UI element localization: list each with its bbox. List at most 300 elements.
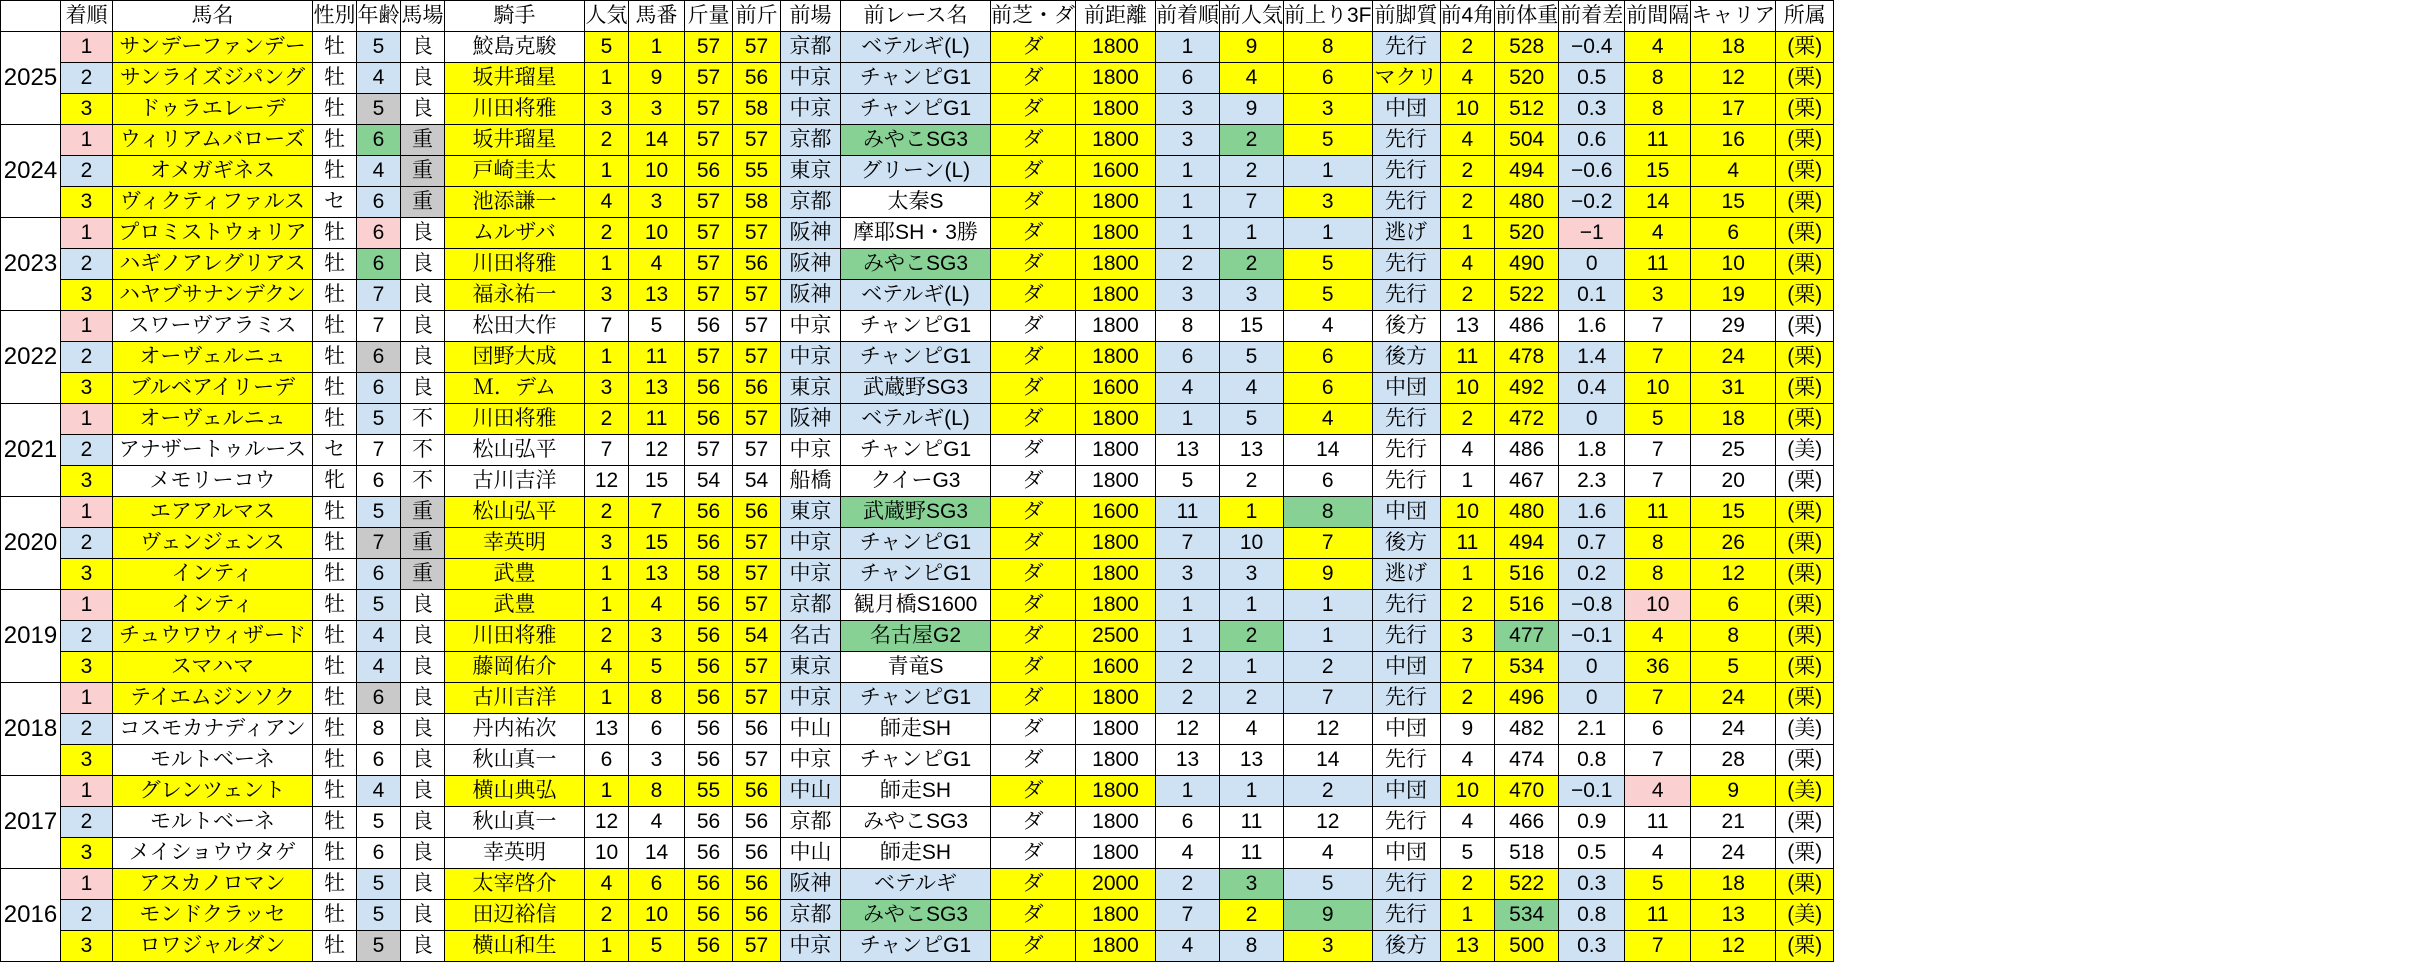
cell-前斤: 57 (733, 745, 781, 776)
cell-馬場: 良 (401, 683, 445, 714)
cell-前斤: 57 (733, 590, 781, 621)
cell-年齢: 4 (357, 621, 401, 652)
cell-前体重: 474 (1495, 745, 1559, 776)
cell-前レース名: ベテルギ(L) (841, 280, 991, 311)
cell-前人気: 4 (1220, 63, 1284, 94)
cell-着順: 3 (61, 187, 113, 218)
cell-前人気: 1 (1220, 497, 1284, 528)
cell-前上り3F: 8 (1284, 32, 1373, 63)
cell-性別: 牡 (313, 869, 357, 900)
cell-前体重: 516 (1495, 559, 1559, 590)
cell-前場: 中山 (781, 838, 841, 869)
cell-人気: 2 (585, 404, 629, 435)
cell-着順: 2 (61, 621, 113, 652)
cell-キャリア: 26 (1691, 528, 1776, 559)
cell-前上り3F: 3 (1284, 931, 1373, 962)
cell-前距離: 1800 (1076, 63, 1156, 94)
cell-性別: 牡 (313, 683, 357, 714)
cell-馬場: 良 (401, 745, 445, 776)
cell-前レース名: 観月橋S1600 (841, 590, 991, 621)
cell-前間隔: 8 (1625, 94, 1691, 125)
cell-前斤: 57 (733, 528, 781, 559)
cell-所属: (栗) (1776, 931, 1834, 962)
cell-斤量: 56 (685, 838, 733, 869)
cell-前レース名: 師走SH (841, 838, 991, 869)
cell-性別: 牡 (313, 94, 357, 125)
cell-前人気: 1 (1220, 652, 1284, 683)
cell-馬名: アナザートゥルース (113, 435, 313, 466)
cell-前芝・ダ: ダ (991, 32, 1076, 63)
table-row (1, 94, 1834, 125)
cell-前人気: 3 (1220, 280, 1284, 311)
cell-前着順: 12 (1156, 714, 1220, 745)
cell-性別: 牡 (313, 714, 357, 745)
cell-前着差: 0 (1559, 683, 1625, 714)
cell-馬場: 良 (401, 63, 445, 94)
cell-前場: 東京 (781, 156, 841, 187)
cell-所属: (栗) (1776, 63, 1834, 94)
cell-前斤: 58 (733, 94, 781, 125)
cell-前脚質: 後方 (1372, 342, 1440, 373)
cell-前距離: 1800 (1076, 528, 1156, 559)
header-14: 前距離 (1076, 1, 1156, 32)
cell-前芝・ダ: ダ (991, 900, 1076, 931)
cell-前間隔: 4 (1625, 776, 1691, 807)
cell-前着順: 6 (1156, 807, 1220, 838)
cell-前4角: 13 (1440, 931, 1495, 962)
cell-キャリア: 9 (1691, 776, 1776, 807)
cell-前斤: 56 (733, 776, 781, 807)
cell-騎手: 幸英明 (445, 528, 585, 559)
cell-前間隔: 11 (1625, 497, 1691, 528)
year-cell: 2021 (1, 404, 61, 497)
cell-性別: 牡 (313, 807, 357, 838)
cell-前距離: 1800 (1076, 280, 1156, 311)
cell-騎手: ムルザバ (445, 218, 585, 249)
cell-前4角: 4 (1440, 249, 1495, 280)
table-row (1, 280, 1834, 311)
cell-馬場: 重 (401, 156, 445, 187)
cell-前人気: 2 (1220, 156, 1284, 187)
cell-前距離: 1800 (1076, 683, 1156, 714)
cell-前レース名: みやこSG3 (841, 807, 991, 838)
cell-年齢: 6 (357, 683, 401, 714)
cell-所属: (栗) (1776, 528, 1834, 559)
cell-着順: 2 (61, 435, 113, 466)
cell-着順: 3 (61, 280, 113, 311)
cell-前芝・ダ: ダ (991, 435, 1076, 466)
header-7: 人気 (585, 1, 629, 32)
cell-馬場: 良 (401, 311, 445, 342)
cell-前人気: 4 (1220, 714, 1284, 745)
cell-前距離: 1800 (1076, 838, 1156, 869)
cell-前芝・ダ: ダ (991, 125, 1076, 156)
cell-前芝・ダ: ダ (991, 931, 1076, 962)
cell-前斤: 54 (733, 621, 781, 652)
cell-前上り3F: 12 (1284, 807, 1373, 838)
cell-前場: 京都 (781, 900, 841, 931)
cell-前着順: 13 (1156, 435, 1220, 466)
cell-性別: 牡 (313, 404, 357, 435)
cell-騎手: 秋山真一 (445, 807, 585, 838)
cell-前脚質: マクリ (1372, 63, 1440, 94)
cell-前4角: 13 (1440, 311, 1495, 342)
cell-騎手: 藤岡佑介 (445, 652, 585, 683)
cell-人気: 3 (585, 94, 629, 125)
header-17: 前上り3F (1284, 1, 1373, 32)
cell-着順: 2 (61, 900, 113, 931)
cell-年齢: 8 (357, 714, 401, 745)
cell-前4角: 10 (1440, 373, 1495, 404)
cell-前脚質: 逃げ (1372, 559, 1440, 590)
cell-馬番: 13 (629, 373, 685, 404)
cell-前体重: 480 (1495, 497, 1559, 528)
cell-前着差: 0.2 (1559, 559, 1625, 590)
cell-前芝・ダ: ダ (991, 311, 1076, 342)
cell-前脚質: 先行 (1372, 156, 1440, 187)
table-row (1, 745, 1834, 776)
cell-前芝・ダ: ダ (991, 590, 1076, 621)
cell-馬番: 7 (629, 497, 685, 528)
cell-キャリア: 25 (1691, 435, 1776, 466)
cell-着順: 1 (61, 218, 113, 249)
cell-前脚質: 中団 (1372, 838, 1440, 869)
cell-前脚質: 先行 (1372, 435, 1440, 466)
cell-騎手: 川田将雅 (445, 621, 585, 652)
cell-騎手: 幸英明 (445, 838, 585, 869)
table-row (1, 683, 1834, 714)
cell-前芝・ダ: ダ (991, 652, 1076, 683)
cell-前体重: 522 (1495, 869, 1559, 900)
cell-前芝・ダ: ダ (991, 807, 1076, 838)
cell-キャリア: 24 (1691, 838, 1776, 869)
cell-前体重: 486 (1495, 435, 1559, 466)
cell-前斤: 57 (733, 125, 781, 156)
cell-人気: 2 (585, 497, 629, 528)
cell-前芝・ダ: ダ (991, 156, 1076, 187)
cell-前着順: 1 (1156, 776, 1220, 807)
cell-前上り3F: 1 (1284, 621, 1373, 652)
cell-馬番: 10 (629, 218, 685, 249)
cell-年齢: 5 (357, 590, 401, 621)
cell-前4角: 4 (1440, 125, 1495, 156)
cell-騎手: 秋山真一 (445, 745, 585, 776)
cell-前着差: 0.8 (1559, 900, 1625, 931)
cell-前間隔: 4 (1625, 218, 1691, 249)
cell-前上り3F: 5 (1284, 125, 1373, 156)
cell-前上り3F: 7 (1284, 683, 1373, 714)
cell-前4角: 11 (1440, 528, 1495, 559)
cell-前体重: 492 (1495, 373, 1559, 404)
cell-キャリア: 29 (1691, 311, 1776, 342)
year-cell: 2018 (1, 683, 61, 776)
cell-前体重: 534 (1495, 652, 1559, 683)
cell-前芝・ダ: ダ (991, 683, 1076, 714)
cell-前レース名: 武蔵野SG3 (841, 497, 991, 528)
cell-前上り3F: 2 (1284, 776, 1373, 807)
cell-前着順: 1 (1156, 32, 1220, 63)
cell-人気: 12 (585, 466, 629, 497)
table-row (1, 404, 1834, 435)
cell-馬番: 10 (629, 900, 685, 931)
cell-斤量: 56 (685, 373, 733, 404)
cell-前4角: 4 (1440, 63, 1495, 94)
cell-前距離: 1800 (1076, 900, 1156, 931)
cell-前芝・ダ: ダ (991, 94, 1076, 125)
cell-馬場: 良 (401, 249, 445, 280)
cell-前着差: −0.1 (1559, 776, 1625, 807)
cell-前レース名: チャンピG1 (841, 683, 991, 714)
cell-馬番: 8 (629, 776, 685, 807)
cell-人気: 12 (585, 807, 629, 838)
cell-斤量: 56 (685, 869, 733, 900)
cell-前間隔: 7 (1625, 342, 1691, 373)
cell-人気: 6 (585, 745, 629, 776)
cell-前体重: 504 (1495, 125, 1559, 156)
cell-キャリア: 18 (1691, 404, 1776, 435)
cell-馬場: 良 (401, 94, 445, 125)
cell-前着差: −0.6 (1559, 156, 1625, 187)
cell-前距離: 1600 (1076, 652, 1156, 683)
cell-前芝・ダ: ダ (991, 745, 1076, 776)
cell-馬場: 重 (401, 125, 445, 156)
table-row (1, 63, 1834, 94)
cell-前4角: 3 (1440, 621, 1495, 652)
cell-前距離: 1600 (1076, 373, 1156, 404)
cell-前距離: 1800 (1076, 32, 1156, 63)
cell-人気: 7 (585, 311, 629, 342)
header-23: キャリア (1691, 1, 1776, 32)
cell-斤量: 56 (685, 900, 733, 931)
cell-人気: 1 (585, 156, 629, 187)
cell-年齢: 4 (357, 63, 401, 94)
cell-年齢: 7 (357, 528, 401, 559)
table-row (1, 373, 1834, 404)
cell-前間隔: 11 (1625, 249, 1691, 280)
cell-前芝・ダ: ダ (991, 621, 1076, 652)
cell-前人気: 11 (1220, 807, 1284, 838)
cell-前場: 中京 (781, 559, 841, 590)
cell-前斤: 57 (733, 311, 781, 342)
cell-馬名: メモリーコウ (113, 466, 313, 497)
cell-前着差: −0.4 (1559, 32, 1625, 63)
table-row (1, 931, 1834, 962)
cell-前脚質: 先行 (1372, 745, 1440, 776)
table-row (1, 807, 1834, 838)
table-row (1, 652, 1834, 683)
year-cell: 2024 (1, 125, 61, 218)
cell-前間隔: 8 (1625, 63, 1691, 94)
cell-人気: 1 (585, 931, 629, 962)
cell-性別: セ (313, 187, 357, 218)
cell-前レース名: 摩耶SH・3勝 (841, 218, 991, 249)
cell-斤量: 55 (685, 776, 733, 807)
cell-前着順: 3 (1156, 125, 1220, 156)
cell-所属: (栗) (1776, 559, 1834, 590)
cell-年齢: 4 (357, 652, 401, 683)
cell-前場: 京都 (781, 187, 841, 218)
cell-年齢: 5 (357, 869, 401, 900)
cell-前着差: −0.2 (1559, 187, 1625, 218)
cell-前着差: 0.3 (1559, 931, 1625, 962)
cell-前4角: 1 (1440, 218, 1495, 249)
cell-前着順: 6 (1156, 342, 1220, 373)
cell-キャリア: 18 (1691, 32, 1776, 63)
header-15: 前着順 (1156, 1, 1220, 32)
cell-前上り3F: 14 (1284, 745, 1373, 776)
cell-斤量: 57 (685, 249, 733, 280)
cell-前芝・ダ: ダ (991, 714, 1076, 745)
cell-所属: (栗) (1776, 218, 1834, 249)
cell-馬場: 良 (401, 280, 445, 311)
cell-着順: 1 (61, 683, 113, 714)
table-row (1, 466, 1834, 497)
cell-所属: (栗) (1776, 621, 1834, 652)
cell-前脚質: 先行 (1372, 125, 1440, 156)
cell-馬名: オーヴェルニュ (113, 404, 313, 435)
cell-斤量: 54 (685, 466, 733, 497)
cell-馬名: ウィリアムバローズ (113, 125, 313, 156)
cell-前距離: 2000 (1076, 869, 1156, 900)
cell-前斤: 56 (733, 869, 781, 900)
cell-前着差: 1.8 (1559, 435, 1625, 466)
table-row (1, 342, 1834, 373)
cell-キャリア: 12 (1691, 63, 1776, 94)
cell-前レース名: 青竜S (841, 652, 991, 683)
cell-前脚質: 中団 (1372, 652, 1440, 683)
cell-着順: 2 (61, 156, 113, 187)
cell-キャリア: 5 (1691, 652, 1776, 683)
cell-斤量: 56 (685, 807, 733, 838)
cell-着順: 2 (61, 528, 113, 559)
cell-騎手: 坂井瑠星 (445, 125, 585, 156)
cell-前間隔: 11 (1625, 807, 1691, 838)
cell-前体重: 482 (1495, 714, 1559, 745)
cell-キャリア: 18 (1691, 869, 1776, 900)
cell-前人気: 1 (1220, 218, 1284, 249)
cell-前斤: 56 (733, 63, 781, 94)
cell-前レース名: みやこSG3 (841, 900, 991, 931)
cell-前斤: 54 (733, 466, 781, 497)
table-row (1, 187, 1834, 218)
table-body (1, 32, 1834, 962)
cell-性別: 牡 (313, 497, 357, 528)
cell-年齢: 6 (357, 559, 401, 590)
cell-所属: (栗) (1776, 187, 1834, 218)
cell-馬番: 6 (629, 869, 685, 900)
cell-所属: (美) (1776, 776, 1834, 807)
cell-着順: 1 (61, 776, 113, 807)
cell-前芝・ダ: ダ (991, 218, 1076, 249)
cell-馬名: グレンツェント (113, 776, 313, 807)
table-row (1, 559, 1834, 590)
cell-前斤: 57 (733, 559, 781, 590)
cell-前斤: 56 (733, 900, 781, 931)
year-cell: 2017 (1, 776, 61, 869)
cell-性別: 牡 (313, 745, 357, 776)
cell-前距離: 1800 (1076, 404, 1156, 435)
cell-前脚質: 先行 (1372, 683, 1440, 714)
cell-斤量: 58 (685, 559, 733, 590)
cell-騎手: 団野大成 (445, 342, 585, 373)
cell-年齢: 6 (357, 218, 401, 249)
cell-前人気: 8 (1220, 931, 1284, 962)
cell-キャリア: 8 (1691, 621, 1776, 652)
cell-前レース名: チャンピG1 (841, 931, 991, 962)
cell-着順: 2 (61, 63, 113, 94)
cell-所属: (栗) (1776, 466, 1834, 497)
cell-所属: (栗) (1776, 590, 1834, 621)
cell-前間隔: 36 (1625, 652, 1691, 683)
cell-前距離: 1600 (1076, 156, 1156, 187)
cell-前着差: 0 (1559, 249, 1625, 280)
cell-人気: 1 (585, 342, 629, 373)
cell-騎手: 川田将雅 (445, 404, 585, 435)
cell-前体重: 486 (1495, 311, 1559, 342)
cell-前斤: 57 (733, 32, 781, 63)
cell-前レース名: 武蔵野SG3 (841, 373, 991, 404)
cell-前間隔: 7 (1625, 435, 1691, 466)
cell-騎手: 川田将雅 (445, 249, 585, 280)
cell-前間隔: 8 (1625, 559, 1691, 590)
cell-前上り3F: 6 (1284, 342, 1373, 373)
cell-馬番: 3 (629, 621, 685, 652)
cell-前4角: 1 (1440, 466, 1495, 497)
table-row (1, 311, 1834, 342)
cell-前着順: 8 (1156, 311, 1220, 342)
cell-前斤: 56 (733, 497, 781, 528)
cell-前人気: 10 (1220, 528, 1284, 559)
cell-キャリア: 20 (1691, 466, 1776, 497)
cell-着順: 3 (61, 94, 113, 125)
cell-年齢: 5 (357, 900, 401, 931)
cell-前4角: 5 (1440, 838, 1495, 869)
cell-馬番: 1 (629, 32, 685, 63)
header-20: 前体重 (1495, 1, 1559, 32)
cell-前場: 阪神 (781, 869, 841, 900)
cell-前距離: 1800 (1076, 590, 1156, 621)
cell-前上り3F: 5 (1284, 249, 1373, 280)
cell-馬名: コスモカナディアン (113, 714, 313, 745)
header-10: 前斤 (733, 1, 781, 32)
cell-前間隔: 11 (1625, 125, 1691, 156)
cell-馬名: モンドクラッセ (113, 900, 313, 931)
cell-性別: 牡 (313, 125, 357, 156)
cell-前場: 名古 (781, 621, 841, 652)
cell-前着差: 0.9 (1559, 807, 1625, 838)
cell-前間隔: 14 (1625, 187, 1691, 218)
cell-着順: 3 (61, 373, 113, 404)
cell-所属: (栗) (1776, 342, 1834, 373)
cell-前脚質: 先行 (1372, 249, 1440, 280)
cell-前着順: 1 (1156, 218, 1220, 249)
cell-前距離: 1800 (1076, 931, 1156, 962)
cell-性別: 牡 (313, 528, 357, 559)
cell-前場: 京都 (781, 32, 841, 63)
cell-前体重: 534 (1495, 900, 1559, 931)
table-row (1, 528, 1834, 559)
cell-前上り3F: 6 (1284, 63, 1373, 94)
cell-前脚質: 先行 (1372, 807, 1440, 838)
cell-斤量: 57 (685, 187, 733, 218)
cell-前体重: 494 (1495, 528, 1559, 559)
cell-性別: 牡 (313, 652, 357, 683)
cell-前場: 東京 (781, 652, 841, 683)
cell-騎手: 田辺裕信 (445, 900, 585, 931)
cell-馬番: 3 (629, 94, 685, 125)
cell-前上り3F: 4 (1284, 404, 1373, 435)
cell-馬番: 10 (629, 156, 685, 187)
